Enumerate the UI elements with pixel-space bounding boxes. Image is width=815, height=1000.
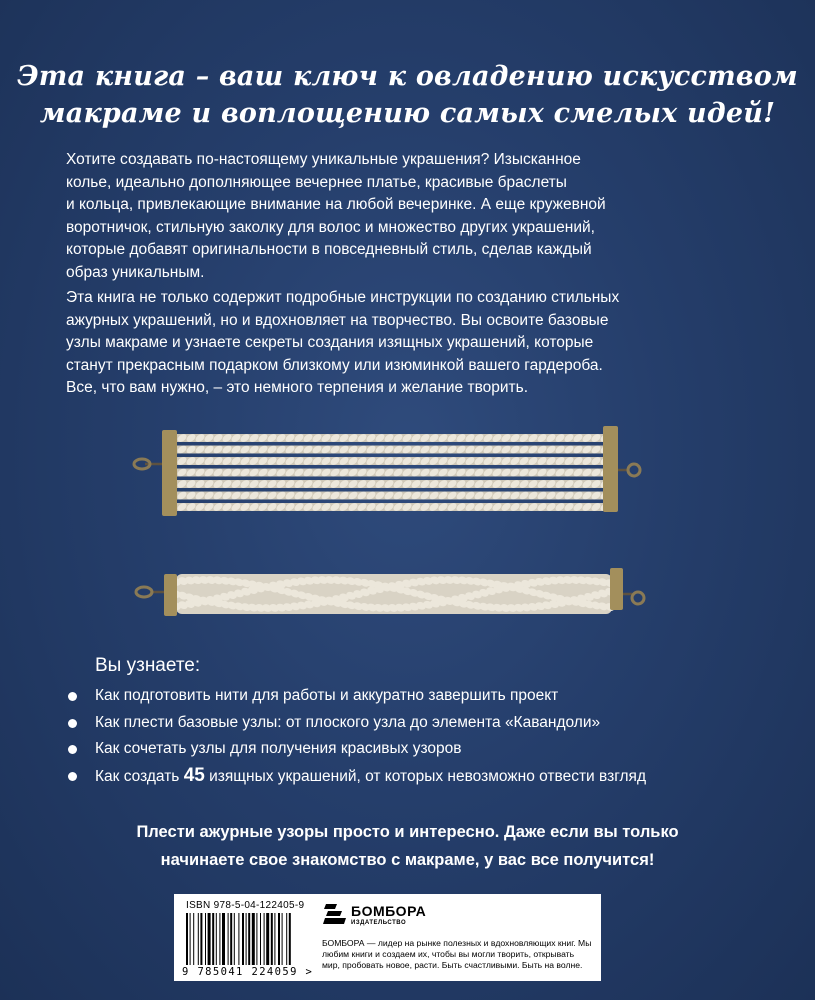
text-line: и кольца, привлекающие внимание на любой вечеринке. А еще кружевной [66,196,606,213]
text-line: станут прекрасным подарком близкому или изюминкой вашего гардероба. [66,356,603,374]
list-item: Как подготовить нити для работы и аккуратно завершить проект [66,683,646,710]
isbn-box [174,894,601,981]
text-line: образ уникальным. [66,263,205,281]
bullet-icon [68,692,77,701]
isbn-label: ISBN 978-5-04-122405-9 [186,900,305,911]
closing-line-1: Плести ажурные узоры просто и интересно. Даже если вы только [136,823,679,841]
learn-list [66,683,646,790]
text-line: Хотите создавать по-настоящему уникальные украшения? Изысканное [66,151,581,168]
bullet-icon [68,719,77,728]
text-line: узлы макраме и узнаете секреты создания изящных украшений, которые [66,334,594,351]
text-line: ажурных украшений, но и вдохновляет на творчество. Вы освоите базовые [66,311,609,329]
text-line: Все, что вам нужно, – это немного терпения и желание творить. [66,379,529,396]
publisher-name: БОМБОРА [351,903,427,919]
text-line: воротничок, стильную заколку для волос и множество других украшений, [66,218,595,236]
closing-statement [0,818,815,874]
text-line: колье, идеально дополняющее вечернее платье, красивые браслеты [66,173,567,191]
publisher-subtitle: ИЗДАТЕЛЬСТВО [351,920,407,926]
bullet-icon [68,772,77,781]
intro-paragraph [66,149,746,284]
barcode-digits: 9 785041 224059 > [182,966,314,978]
publisher-note: БОМБОРА — лидер на рынке полезных и вдохновляющих книг. Мы любим книги и создаем их, чтобы вы могли творить, открывать мир, пробовать новое, расти. Быть счастливыми. Быть на волне. [322,938,592,970]
bullet-icon [68,745,77,754]
bombora-logo-icon [322,901,348,927]
learn-section-title: Вы узнаете: [95,655,201,676]
headline-line-1: Эта книга – ваш ключ к овладению искусством [17,61,798,92]
list-item: Как плести базовые узлы: от плоского узла до элемента «Кавандоли» [66,710,646,737]
closing-line-2: начинаете свое знакомство с макраме, у вас все получится! [160,851,655,869]
multi-strand-bracelet-image [0,418,815,526]
barcode-icon [184,913,312,965]
list-item: Как сочетать узлы для получения красивых узоров [66,736,646,763]
list-item: Как создать 45 изящных украшений, от которых невозможно отвести взгляд [66,763,646,791]
highlight-number: 45 [183,764,205,786]
headline-line-2: макраме и воплощению самых смелых идей! [39,98,776,129]
headline [0,58,815,132]
text-line: Эта книга не только содержит подробные инструкции по созданию стильных [66,289,620,306]
braided-bracelet-image [0,558,815,628]
text-line: которые добавят оригинальности в повседневный стиль, сделав каждый [66,241,592,258]
description-paragraph [66,287,746,400]
